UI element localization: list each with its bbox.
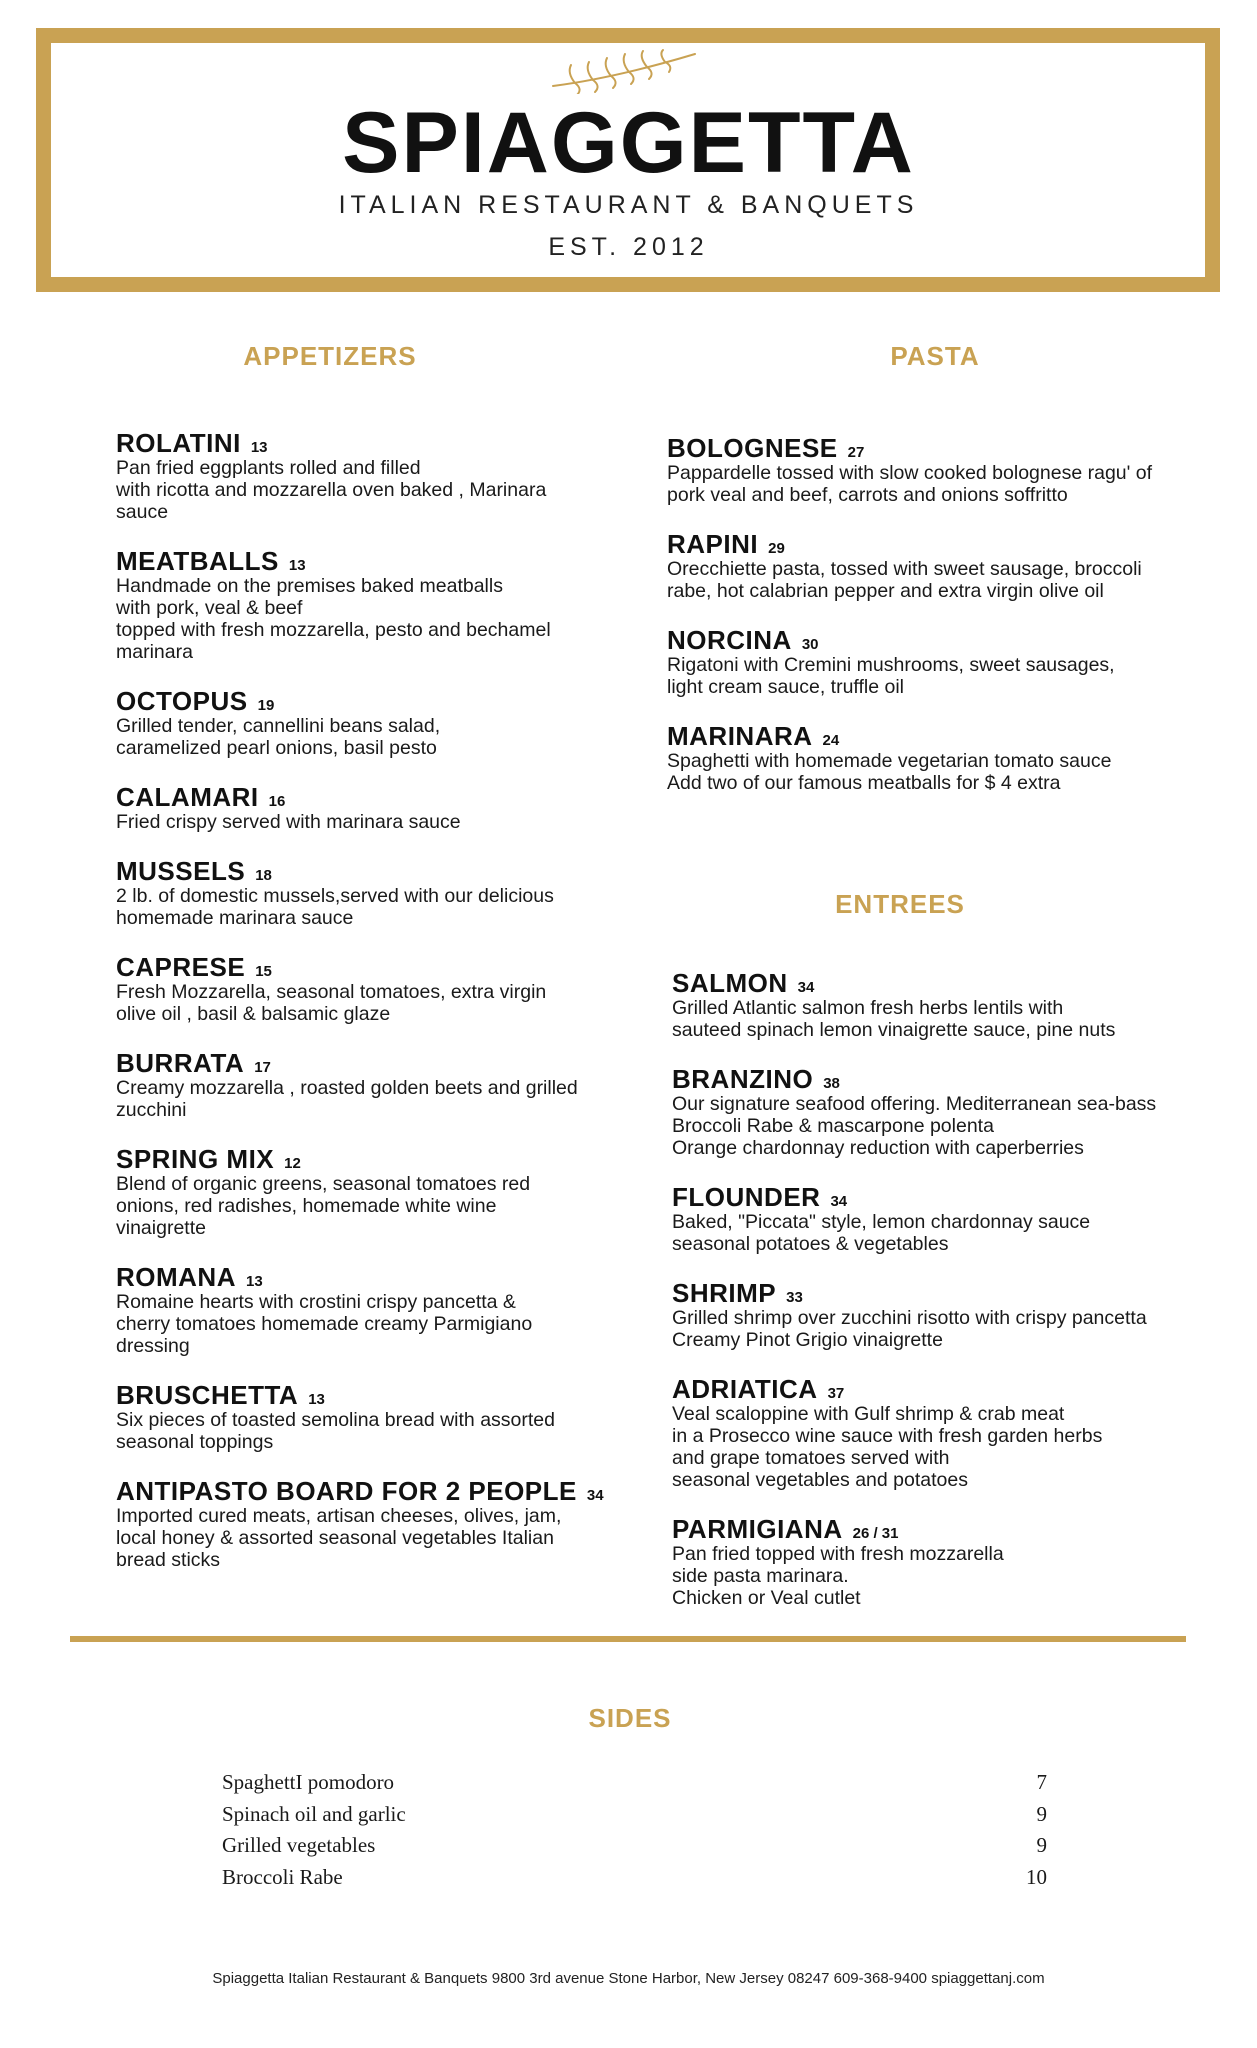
wheat-icon xyxy=(545,48,705,94)
item-name: ADRIATICA xyxy=(672,1374,818,1404)
item-description: Pappardelle tossed with slow cooked bolognese ragu' of pork veal and beef, carrots and onions soffritto xyxy=(667,462,1153,506)
item-price: 37 xyxy=(827,1385,845,1402)
footer-contact: Spiaggetta Italian Restaurant & Banquets 9800 3rd avenue Stone Harbor, New Jersey 08247 609-368-9400 spiaggettanj.com xyxy=(212,1970,1045,1987)
item-price: 34 xyxy=(586,1487,604,1504)
menu-item xyxy=(116,954,626,1025)
item-name: CALAMARI xyxy=(116,782,259,812)
item-price: 12 xyxy=(284,1155,301,1172)
item-name: FLOUNDER xyxy=(672,1182,821,1212)
item-price: 34 xyxy=(830,1193,848,1210)
item-description: Pan fried topped with fresh mozzarella side pasta marinara. Chicken or Veal cutlet xyxy=(672,1543,1004,1609)
item-name: MUSSELS xyxy=(116,856,246,886)
section-divider xyxy=(70,1636,1186,1642)
item-price: 17 xyxy=(254,1059,271,1076)
side-price: 9 xyxy=(1036,1802,1047,1826)
item-name: ROLATINI xyxy=(116,428,241,458)
item-description: Grilled tender, cannellini beans salad, caramelized pearl onions, basil pesto xyxy=(116,715,441,759)
item-name: BRANZINO xyxy=(672,1064,814,1094)
item-price: 26 / 31 xyxy=(852,1525,899,1542)
menu-item xyxy=(667,435,1207,506)
item-description: Pan fried eggplants rolled and filled with ricotta and mozzarella oven baked , Marinara sauce xyxy=(116,457,547,523)
side-name: Grilled vegetables xyxy=(222,1833,376,1857)
item-price: 13 xyxy=(246,1273,263,1290)
menu-item xyxy=(667,723,1207,794)
item-name: OCTOPUS xyxy=(116,686,248,716)
item-description: Romaine hearts with crostini crispy pancetta & cherry tomatoes homemade creamy Parmigiano dressing xyxy=(116,1291,533,1357)
list-item xyxy=(222,1833,1047,1865)
menu-item xyxy=(116,1146,626,1239)
item-name: PARMIGIANA xyxy=(672,1514,843,1544)
menu-item xyxy=(672,1184,1212,1255)
entrees-title: ENTREES xyxy=(835,889,965,919)
item-description: Creamy mozzarella , roasted golden beets and grilled zucchini xyxy=(116,1077,578,1121)
pasta-list xyxy=(667,435,1207,815)
menu-item xyxy=(672,970,1212,1041)
side-name: Broccoli Rabe xyxy=(222,1865,343,1889)
menu-item xyxy=(667,531,1207,602)
item-price: 27 xyxy=(847,444,865,461)
item-description: Orecchiette pasta, tossed with sweet sausage, broccoli rabe, hot calabrian pepper and extra virgin olive oil xyxy=(667,558,1142,602)
menu-item xyxy=(672,1280,1212,1351)
item-description: Baked, "Piccata" style, lemon chardonnay sauce seasonal potatoes & vegetables xyxy=(672,1211,1091,1255)
item-name: BOLOGNESE xyxy=(667,433,838,463)
item-price: 18 xyxy=(255,867,272,884)
appetizers-title: APPETIZERS xyxy=(243,341,417,371)
item-price: 34 xyxy=(797,979,815,996)
entrees-list xyxy=(672,970,1212,1610)
item-description: Blend of organic greens, seasonal tomatoes red onions, red radishes, homemade white wine vinaigrette xyxy=(116,1173,531,1239)
item-name: BURRATA xyxy=(116,1048,245,1078)
item-description: Grilled shrimp over zucchini risotto with crispy pancetta Creamy Pinot Grigio vinaigrette xyxy=(672,1307,1147,1351)
item-price: 29 xyxy=(768,540,785,557)
item-description: Fresh Mozzarella, seasonal tomatoes, extra virgin olive oil , basil & balsamic glaze xyxy=(116,981,547,1025)
item-price: 30 xyxy=(801,636,819,653)
item-name: SHRIMP xyxy=(672,1278,777,1308)
pasta-title: PASTA xyxy=(890,341,980,371)
menu-item xyxy=(116,1382,626,1453)
item-name: MARINARA xyxy=(667,721,813,751)
item-name: BRUSCHETTA xyxy=(116,1380,299,1410)
appetizers-list xyxy=(116,430,626,1580)
item-name: SPRING MIX xyxy=(116,1144,275,1174)
item-description: Rigatoni with Cremini mushrooms, sweet sausages, light cream sauce, truffle oil xyxy=(667,654,1115,698)
menu-item xyxy=(672,1066,1212,1159)
menu-item xyxy=(116,548,626,663)
item-name: RAPINI xyxy=(667,529,759,559)
item-description: Grilled Atlantic salmon fresh herbs lentils with sauteed spinach lemon vinaigrette sauce, pine nuts xyxy=(672,997,1116,1041)
item-description: Spaghetti with homemade vegetarian tomato sauce Add two of our famous meatballs for $ 4 extra xyxy=(667,750,1112,794)
menu-item xyxy=(672,1376,1212,1491)
item-price: 16 xyxy=(268,793,286,810)
restaurant-tagline: ITALIAN RESTAURANT & BANQUETS xyxy=(338,191,919,219)
item-price: 33 xyxy=(786,1289,803,1306)
item-price: 13 xyxy=(250,439,268,456)
side-price: 9 xyxy=(1036,1833,1047,1857)
item-price: 13 xyxy=(308,1391,325,1408)
item-description: Fried crispy served with marinara sauce xyxy=(116,811,461,833)
established-year: EST. 2012 xyxy=(548,233,709,261)
item-description: Six pieces of toasted semolina bread with assorted seasonal toppings xyxy=(116,1409,555,1453)
menu-item xyxy=(116,858,626,929)
menu-item xyxy=(672,1516,1212,1609)
side-price: 10 xyxy=(1026,1865,1047,1889)
item-description: Handmade on the premises baked meatballs with pork, veal & beef topped with fresh mozzarella, pesto and bechamel marinara xyxy=(116,575,551,663)
item-name: CAPRESE xyxy=(116,952,246,982)
item-description: 2 lb. of domestic mussels,served with our delicious homemade marinara sauce xyxy=(116,885,554,929)
menu-item xyxy=(116,1264,626,1357)
side-name: SpaghettI pomodoro xyxy=(222,1770,395,1794)
item-description: Imported cured meats, artisan cheeses, olives, jam, local honey & assorted seasonal vegetables Italian bread sticks xyxy=(116,1505,562,1571)
item-name: MEATBALLS xyxy=(116,546,279,576)
list-item xyxy=(222,1802,1047,1834)
sides-title: SIDES xyxy=(588,1703,672,1733)
item-name: SALMON xyxy=(672,968,788,998)
item-price: 38 xyxy=(823,1075,840,1092)
menu-item xyxy=(116,1478,626,1571)
menu-item xyxy=(667,627,1207,698)
item-price: 13 xyxy=(288,557,306,574)
list-item xyxy=(222,1770,1047,1802)
side-name: Spinach oil and garlic xyxy=(222,1802,406,1826)
side-price: 7 xyxy=(1036,1770,1047,1794)
item-price: 19 xyxy=(257,697,275,714)
list-item xyxy=(222,1865,1047,1897)
restaurant-name: SPIAGGETTA xyxy=(342,95,915,191)
menu-item xyxy=(116,688,626,759)
item-description: Our signature seafood offering. Mediterranean sea-bass Broccoli Rabe & mascarpone polenta Orange chardonnay reduction with caperberries xyxy=(672,1093,1157,1159)
menu-item xyxy=(116,430,626,523)
menu-item xyxy=(116,784,626,833)
menu-item xyxy=(116,1050,626,1121)
item-price: 24 xyxy=(822,732,840,749)
item-name: NORCINA xyxy=(667,625,792,655)
item-price: 15 xyxy=(255,963,272,980)
item-description: Veal scaloppine with Gulf shrimp & crab meat in a Prosecco wine sauce with fresh garden herbs and grape tomatoes served with seasonal vegetables and potatoes xyxy=(672,1403,1103,1491)
item-name: ROMANA xyxy=(116,1262,236,1292)
item-name: ANTIPASTO BOARD FOR 2 PEOPLE xyxy=(116,1476,577,1506)
